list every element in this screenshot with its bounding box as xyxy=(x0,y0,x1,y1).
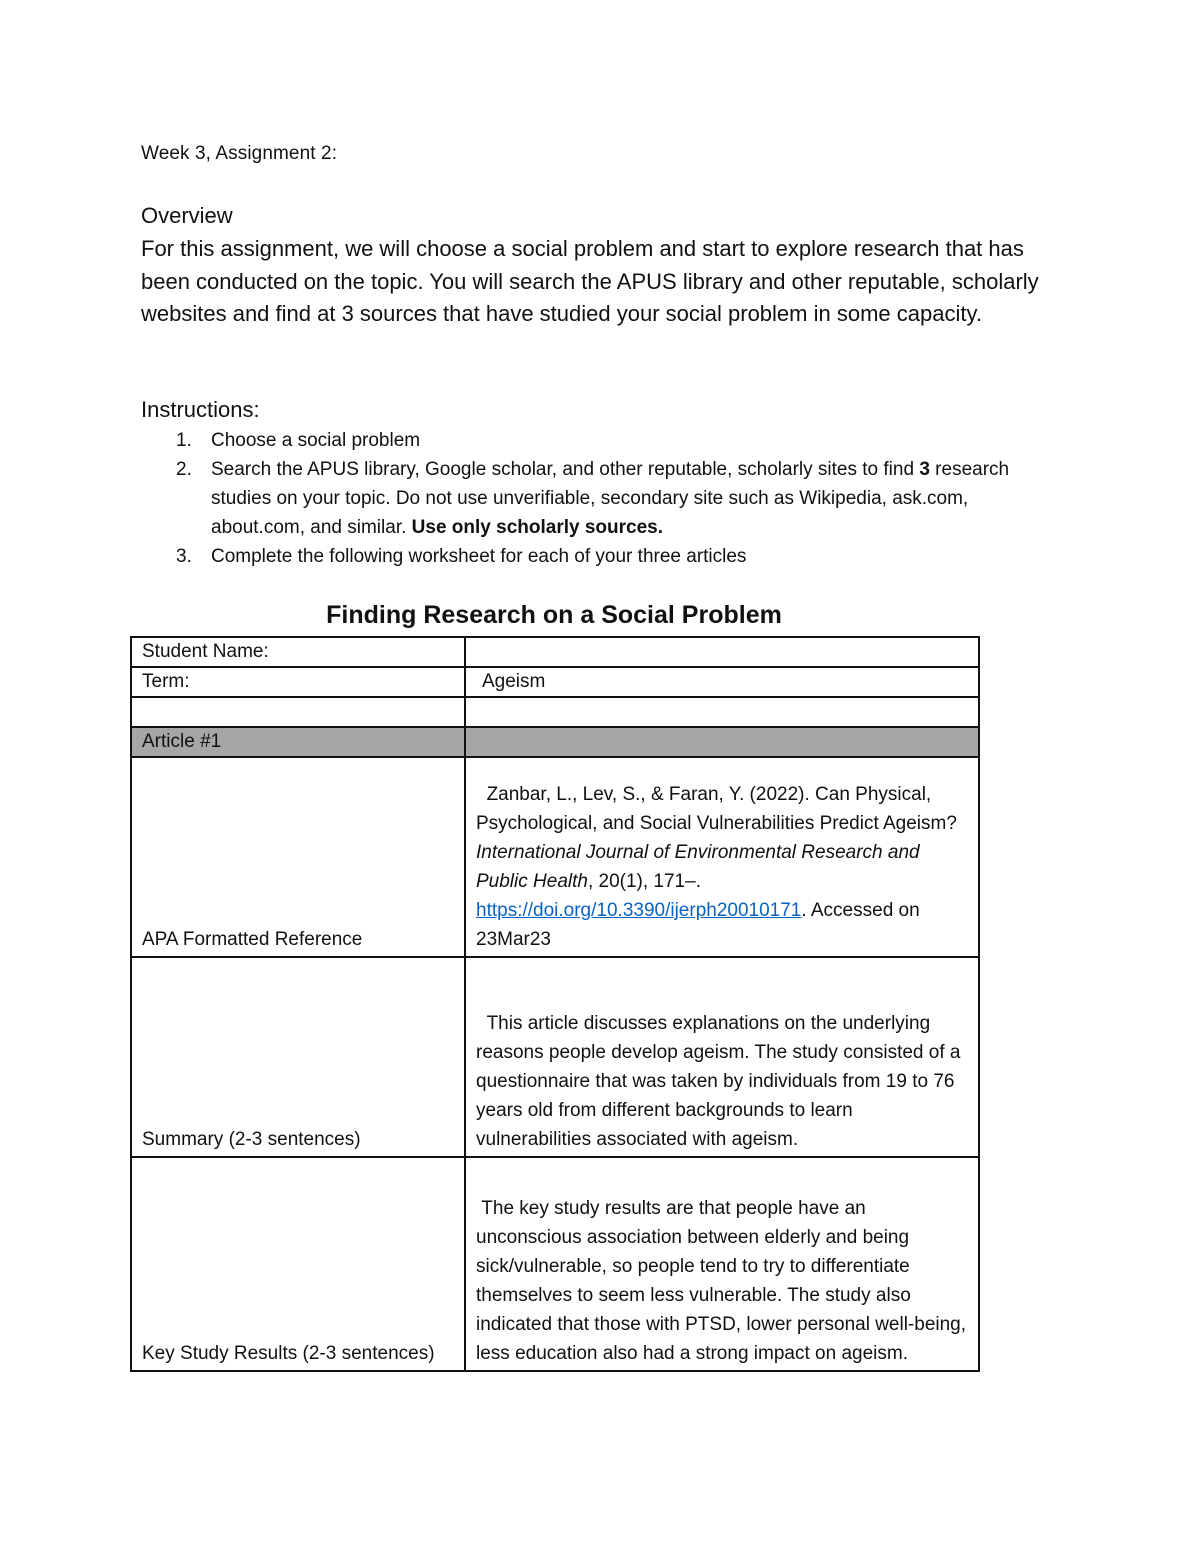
key-results-label-text: Key Study Results (2-3 sentences) xyxy=(142,1343,435,1364)
assignment-heading: Week 3, Assignment 2: xyxy=(141,143,338,164)
instructions-list xyxy=(141,426,1041,571)
apa-label-text: APA Formatted Reference xyxy=(142,929,363,950)
apa-journal: International Journal of Environmental Research and Public Health xyxy=(476,842,920,892)
instruction-item-3 xyxy=(141,542,1041,571)
instruction-number: 2. xyxy=(176,459,192,480)
article-header-blank xyxy=(465,727,979,757)
blank-cell xyxy=(465,697,979,727)
apa-label xyxy=(131,757,465,957)
student-name-label: Student Name: xyxy=(131,637,465,667)
instruction-item-1 xyxy=(141,426,1041,455)
apa-volume: , 20(1), 171–. xyxy=(587,871,701,892)
overview-body: For this assignment, we will choose a social problem and start to explore research that has been conducted on the topic. You will search the APUS library and other reputable, scholarly websites and find at 3 sources that have studied your social problem in some capacity. xyxy=(141,236,1039,326)
table-row-term xyxy=(131,667,979,697)
table-row-article-header xyxy=(131,727,979,757)
instruction-bold-note: Use only scholarly sources. xyxy=(411,517,663,538)
instruction-text-cont: research studies on your topic. Do not use unverifiable, secondary site such as Wikipedia, ask.com, about.com, and similar. xyxy=(211,459,1010,538)
instruction-bold-count: 3 xyxy=(919,459,930,480)
instruction-number: 3. xyxy=(176,546,192,567)
table-row-blank xyxy=(131,697,979,727)
summary-label xyxy=(131,957,465,1157)
instruction-item-2 xyxy=(141,455,1041,542)
worksheet-table xyxy=(130,636,980,1372)
overview-title: Overview xyxy=(141,203,233,228)
table-row-key-results xyxy=(131,1157,979,1371)
doi-link[interactable]: https://doi.org/10.3390/ijerph20010171 xyxy=(476,900,802,921)
instruction-text: Complete the following worksheet for each of your three articles xyxy=(211,546,747,567)
instructions-title: Instructions: xyxy=(141,397,260,422)
instruction-text: Choose a social problem xyxy=(211,430,421,451)
blank-cell xyxy=(131,697,465,727)
student-name-value[interactable] xyxy=(465,637,979,667)
instruction-number: 1. xyxy=(176,430,192,451)
worksheet-title: Finding Research on a Social Problem xyxy=(326,601,782,629)
table-row-summary xyxy=(131,957,979,1157)
summary-cell[interactable] xyxy=(465,957,979,1157)
term-value[interactable]: Ageism xyxy=(465,667,979,697)
apa-reference[interactable] xyxy=(465,757,979,957)
key-results-label xyxy=(131,1157,465,1371)
summary-label-text: Summary (2-3 sentences) xyxy=(142,1129,361,1150)
apa-authors: Zanbar, L., Lev, S., & Faran, Y. (2022). Can Physical, Psychological, and Social Vulnerabilities Predict Ageism? xyxy=(476,784,957,834)
key-results-cell[interactable] xyxy=(465,1157,979,1371)
summary-text: This article discusses explanations on the underlying reasons people develop ageism. The study consisted of a questionnaire that was taken by individuals from 19 to 76 years old from different backgrounds to learn vulnerabilities associated with ageism. xyxy=(476,1013,961,1150)
instruction-text: Search the APUS library, Google scholar, and other reputable, scholarly sites to find xyxy=(211,459,920,480)
key-results-text: The key study results are that people have an unconscious association between elderly and being sick/vulnerable, so people tend to try to differentiate themselves to seem less vulnerable. The study also indicated that those with PTSD, lower personal well-being, less education also had a strong impact on ageism. xyxy=(476,1198,967,1364)
apa-reference-text xyxy=(476,780,968,956)
table-row-apa xyxy=(131,757,979,957)
article-label: Article #1 xyxy=(131,727,465,757)
table-row-student-name xyxy=(131,637,979,667)
apa-accessed: . Accessed on 23Mar23 xyxy=(476,900,920,950)
term-label: Term: xyxy=(131,667,465,697)
